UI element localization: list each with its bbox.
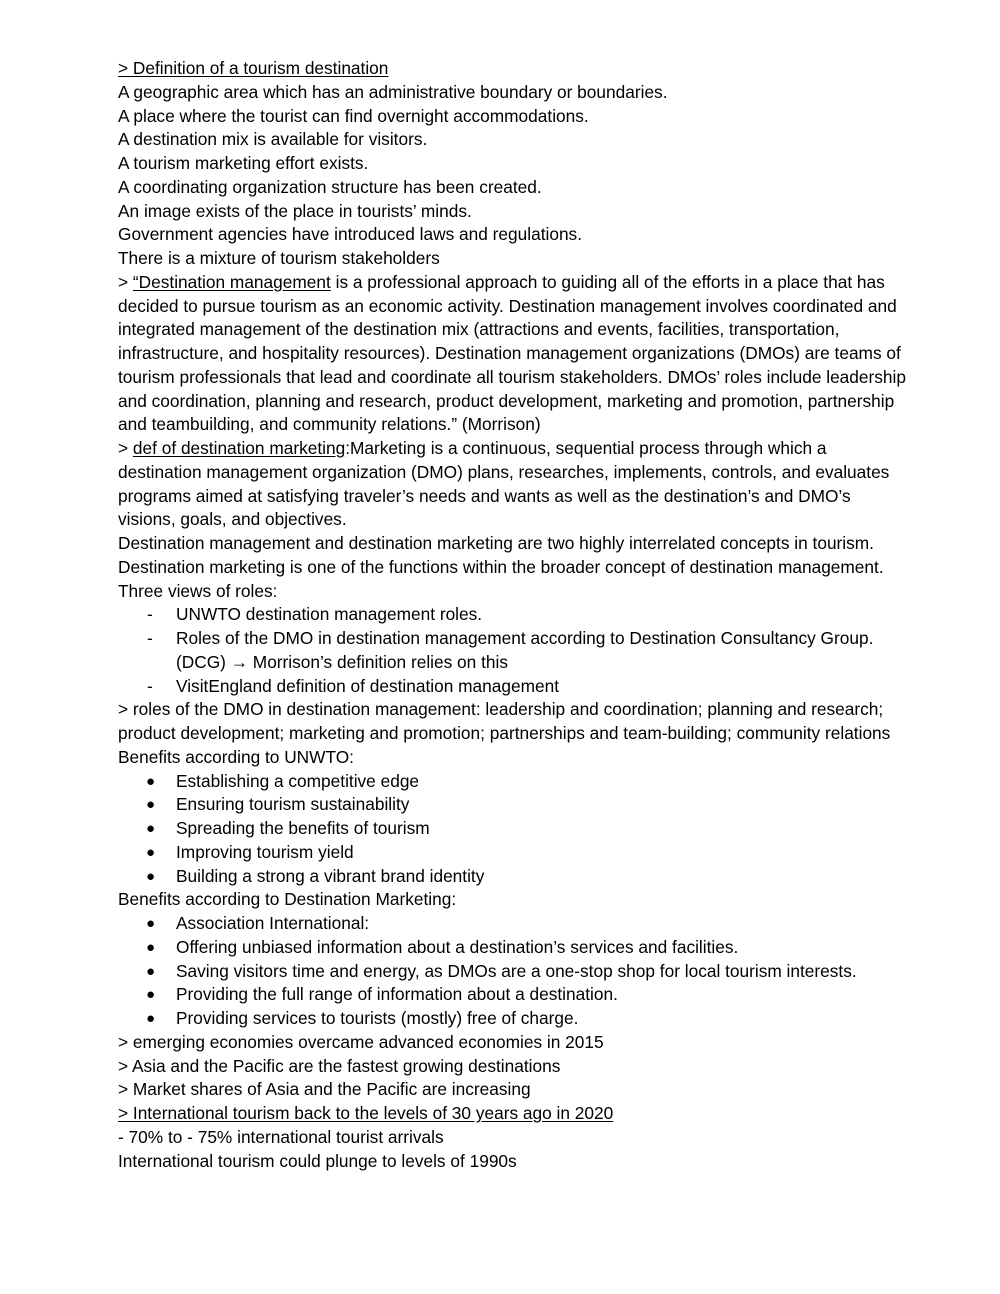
quote-prefix: > [118,438,133,458]
benefits-unwto-list [118,770,908,889]
list-item: ● Association International: [118,912,908,936]
definition-line: There is a mixture of tourism stakeholders [118,248,440,268]
bullet-icon: ● [146,772,156,790]
benefits-unwto-heading: Benefits according to UNWTO: [118,746,354,767]
views-list [118,603,908,698]
destination-management-term: “Destination management [132,271,331,292]
international-tourism-heading: > International tourism back to the levels of 30 years ago in 2020 [118,1103,614,1123]
note-line: > emerging economies overcame advanced economies in 2015 [118,1031,604,1052]
bullet-icon: ● [146,820,156,837]
bullet-icon: ● [146,796,156,814]
definition-line: Government agencies have introduced laws and regulations. [118,224,582,245]
list-item: ● Providing the full range of information about a destination. [118,983,908,1007]
list-item: ● Providing services to tourists (mostly) free of charge. [118,1007,908,1031]
note-line: > Market shares of Asia and the Pacific are increasing [118,1079,531,1100]
destination-marketing-paragraph [118,437,908,532]
dash-marker: - [147,604,153,625]
destination-management-text: is a professional approach to guiding all of the efforts in a place that has decided to pursue tourism as an economic activity. Destination management involves coordinated and integrated management of the destination mix (attractions and events, facilities, transportation, infrastructure, and hospitality resources). Destination management organizations (DMOs) are teams of tourism professionals that lead and coordinate all tourism stakeholders. DMOs’ roles include leadership and coordination, planning and research, product development, marketing and promotion, partnership and teambuilding, and community relations.” (Morrison) [118,271,906,435]
definition-line: A destination mix is available for visitors. [118,129,428,150]
definition-list [118,81,908,271]
list-item: - Roles of the DMO in destination management according to Destination Consultancy Group. (DCG) → Morrison’s definition relies on this [147,628,874,672]
bullet-icon: ● [146,867,156,885]
list-item: ● Building a strong a vibrant brand identity [118,865,908,889]
quote-prefix: > [118,271,133,292]
definition-line: A geographic area which has an administrative boundary or boundaries. [118,81,668,102]
list-item: ● Offering unbiased information about a destination’s services and facilities. [118,936,908,960]
definition-line: A tourism marketing effort exists. [118,153,369,173]
definition-line: A place where the tourist can find overnight accommodations. [118,105,589,126]
bullet-icon: ● [146,938,156,956]
interrelated-paragraph: Destination management and destination marketing are two highly interrelated concepts in tourism. Destination marketing is one of the functions within the broader concept of destination management. Three views of roles: [118,533,884,601]
international-tourism-line: - 70% to - 75% international tourist arrivals [118,1126,444,1147]
bullet-icon: ● [146,1010,156,1027]
dash-marker: - [147,675,153,696]
definition-heading: > Definition of a tourism destination [118,58,389,78]
bullet-icon: ● [146,843,156,861]
list-item: - VisitEngland definition of destination management [118,675,908,699]
list-item: ● Spreading the benefits of tourism [118,817,908,841]
definition-line: An image exists of the place in tourists’ minds. [118,200,472,221]
international-tourism-line: International tourism could plunge to levels of 1990s [118,1150,517,1171]
destination-marketing-text: :Marketing is a continuous, sequential process through which a destination management organization (DMO) plans, researches, implements, controls, and evaluates programs aimed at satisfying traveler’s needs and wants as well as the destination’s and DMO’s visions, goals, and objectives. [118,438,890,530]
list-item: ● Improving tourism yield [118,841,908,865]
destination-management-paragraph [118,271,908,437]
benefits-dm-list [118,912,908,1031]
bullet-icon: ● [146,986,156,1004]
list-item: ● Establishing a competitive edge [118,770,908,794]
definition-line: A coordinating organization structure has been created. [118,176,542,197]
list-item: ● Ensuring tourism sustainability [118,793,908,817]
bullet-icon: ● [146,962,156,980]
bullet-icon: ● [146,915,156,932]
document-page [118,57,908,1173]
dmo-roles-paragraph: > roles of the DMO in destination management: leadership and coordination; planning and research; product development; marketing and promotion; partnerships and team-building; community relations [118,699,891,743]
note-line: > Asia and the Pacific are the fastest growing destinations [118,1055,561,1076]
dash-marker: - [147,628,153,648]
benefits-dm-heading: Benefits according to Destination Marketing: [118,889,457,910]
destination-marketing-term: def of destination marketing [132,438,346,458]
list-item: - UNWTO destination management roles. [118,603,908,627]
list-item: ● Saving visitors time and energy, as DMOs are a one-stop shop for local tourism interests. [118,960,908,984]
